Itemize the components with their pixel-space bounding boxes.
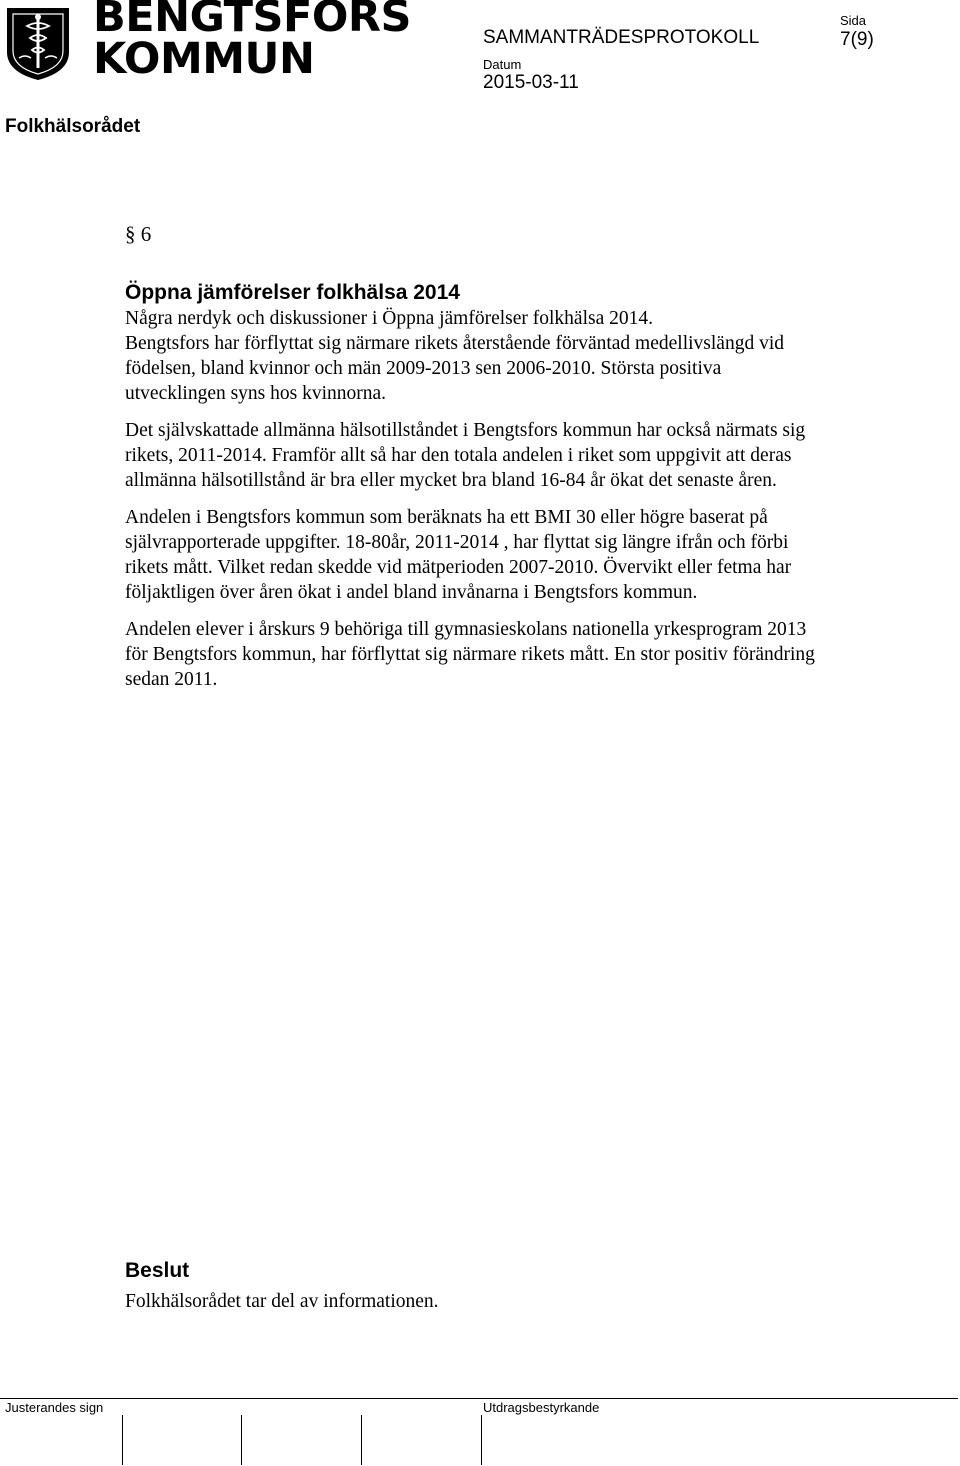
paragraph-self-rated-health: Det självskattade allmänna hälsotillståndet i Bengtsfors kommun har också närmats sig rikets, 2011-2014. Framför allt så har den totala andelen i riket som uppgivit att deras allmänna hälsotillstånd är bra eller mycket bra bland 16-84 år ökat det senaste åren. <box>125 420 806 491</box>
paragraph-bmi: Andelen i Bengtsfors kommun som beräknats ha ett BMI 30 eller högre baserat på självrapporterade uppgifter. 18-80år, 2011-2014 , har flyttat sig längre ifrån och förbi rikets mått. Vilket redan skedde vid mätperioden 2007-2010. Övervikt eller fetma har följaktligen över åren ökat i andel bland invånarna i Bengtsfors kommun. <box>125 507 792 603</box>
signature-box-divider <box>122 1415 123 1465</box>
date-label: Datum <box>483 57 522 72</box>
footer-divider <box>0 1398 958 1399</box>
logo-line-kommun: KOMMUN <box>93 34 315 84</box>
paragraph-number: § 6 <box>125 222 152 246</box>
extract-certification-label: Utdragsbestyrkande <box>483 1400 600 1415</box>
section-title: Öppna jämförelser folkhälsa 2014 <box>125 281 460 304</box>
signature-footer <box>0 1398 960 1466</box>
logo-line-bengtsfors: BENGTSFORS <box>93 0 411 42</box>
decision-text: Folkhälsorådet tar del av informationen. <box>125 1291 439 1312</box>
page-label: Sida <box>840 13 867 28</box>
section-intro: Några nerdyk och diskussioner i Öppna jämförelser folkhälsa 2014. <box>125 308 653 329</box>
date-value: 2015-03-11 <box>483 72 579 93</box>
section-content <box>125 280 815 704</box>
document-type: SAMMANTRÄDESPROTOKOLL <box>483 27 760 48</box>
signature-box-divider <box>241 1415 242 1465</box>
department-name: Folkhälsorådet <box>5 116 141 137</box>
municipality-coat-of-arms-icon <box>5 6 71 82</box>
municipality-logo-wordmark <box>93 0 411 84</box>
signature-label: Justerandes sign <box>5 1400 104 1415</box>
signature-box-divider <box>361 1415 362 1465</box>
page-number: 7(9) <box>840 29 874 50</box>
signature-box-divider <box>481 1415 482 1465</box>
paragraph-life-expectancy: Bengtsfors har förflyttat sig närmare rikets återstående förväntad medellivslängd vid födelsen, bland kvinnor och män 2009-2013 sen 2006-2010. Största positiva utvecklingen syns hos kvinnorna. <box>125 333 784 404</box>
decision-heading: Beslut <box>125 1259 190 1282</box>
paragraph-school-eligibility: Andelen elever i årskurs 9 behöriga till gymnasieskolans nationella yrkesprogram 2013 för Bengtsfors kommun, har förflyttat sig närmare rikets mått. En stor positiv förändring sedan 2011. <box>125 619 815 690</box>
